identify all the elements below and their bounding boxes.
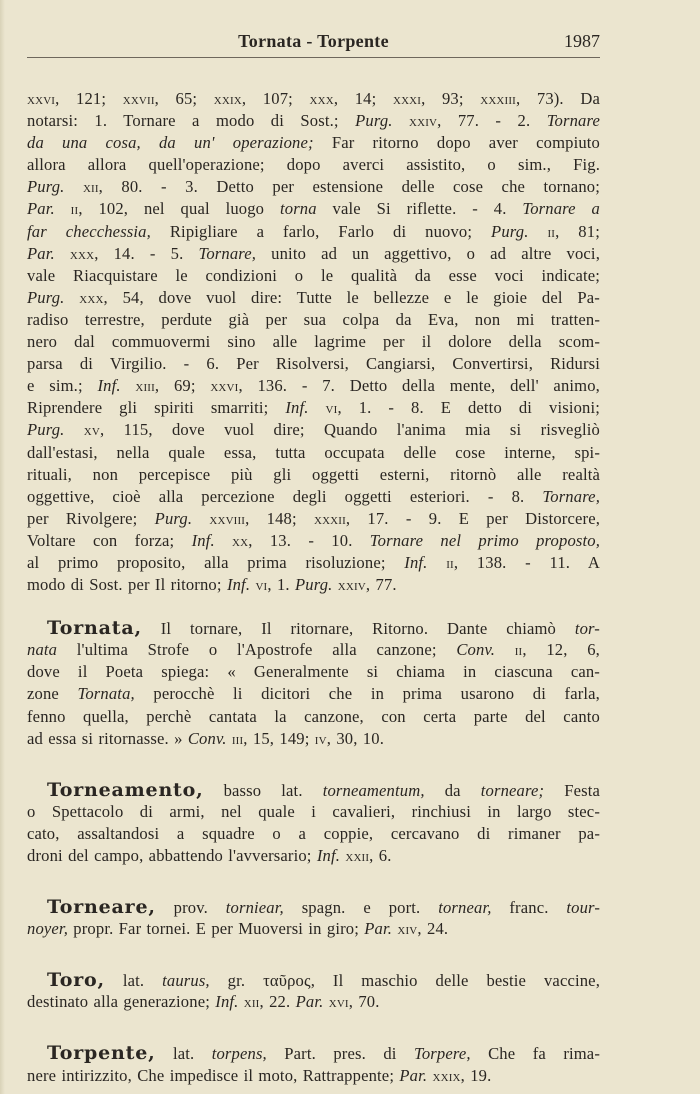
text-line xyxy=(27,617,600,639)
roman-numeral: xxviii xyxy=(209,510,246,528)
italic-text: torneamentum, xyxy=(322,780,425,800)
text-run: Festa xyxy=(544,780,600,800)
text-run: l'ultima Strofe o l'Apostrofe alla canzone; xyxy=(57,640,457,660)
text-run: dove il Poeta spiega: « Generalmente si chiama in ciascuna can- xyxy=(27,662,600,682)
roman-numeral: xxii xyxy=(345,848,370,865)
text-line xyxy=(27,176,600,198)
text-run: , 1. xyxy=(267,575,295,595)
text-run: , 14. - 5. xyxy=(94,243,199,263)
roman-numeral: xv xyxy=(83,422,100,440)
italic-text: Par. xyxy=(399,1065,428,1085)
entry-tornata xyxy=(27,617,600,750)
text-run xyxy=(121,376,136,395)
roman-numeral: xxiv xyxy=(337,577,366,595)
text-run: , 138. - 11. A xyxy=(453,552,600,572)
text-run: per Rivolgere; xyxy=(27,508,155,528)
text-run: rituali, non percepisce più gli oggetti esterni, ritornò alle realtà xyxy=(27,464,600,484)
running-header xyxy=(27,29,600,58)
text-run: notarsi: 1. Tornare a modo di Sost.; xyxy=(27,111,356,131)
roman-numeral: iii xyxy=(231,730,244,748)
text-run: franc. xyxy=(491,898,567,918)
text-line xyxy=(27,110,600,132)
italic-text: far checchessia, xyxy=(27,221,151,241)
roman-numeral: xxxii xyxy=(313,510,346,528)
text-run: dall'estasi, nella quale essa, tutta occupata delle cose interne, spi- xyxy=(27,442,600,462)
italic-text: Tornata, xyxy=(77,684,135,704)
text-run: lat. xyxy=(155,1044,212,1064)
italic-text: Tornare nel primo proposto, xyxy=(369,530,600,550)
text-run: Il tornare, Il ritornare, Ritorno. Dante chiamò xyxy=(141,619,575,639)
text-run: , 54, dove vuol dire: Tutte le bellezze e le gioie del Pa- xyxy=(103,287,600,307)
roman-numeral: xxxiii xyxy=(480,91,516,108)
text-run: , 22. xyxy=(259,992,296,1012)
roman-numeral: xxix xyxy=(213,91,242,108)
entry-toro xyxy=(27,969,600,1013)
text-run: , 81; xyxy=(555,221,600,241)
text-run xyxy=(309,398,326,417)
text-line xyxy=(27,823,600,845)
italic-text: Inf. xyxy=(285,398,309,418)
text-line xyxy=(27,353,600,375)
roman-numeral: iv xyxy=(314,730,327,748)
italic-text: torneare; xyxy=(480,780,545,800)
italic-text: da una cosa, da un' operazione; xyxy=(27,133,314,153)
roman-numeral: xii xyxy=(82,179,99,197)
text-run: propr. Far tornei. E per Muoversi in giro; xyxy=(68,919,365,939)
text-run: da xyxy=(424,780,481,800)
roman-numeral: xxxi xyxy=(392,91,422,108)
text-run: zone xyxy=(27,684,78,704)
text-run xyxy=(64,177,82,196)
italic-text: torna xyxy=(279,199,317,219)
page-number: 1987 xyxy=(564,31,600,51)
italic-text: Inf. xyxy=(404,552,428,572)
roman-numeral: xii xyxy=(243,994,260,1012)
text-line xyxy=(27,661,600,683)
italic-text: Torpere, xyxy=(413,1044,471,1064)
text-run: parsa di Virgilio. - 6. Per Risolversi, Cangiarsi, Convertirsi, Ridursi xyxy=(27,354,600,374)
text-run: , 121; xyxy=(55,89,123,108)
dictionary-body xyxy=(27,88,600,1087)
italic-text: tour- xyxy=(566,898,600,918)
text-run: , 70. xyxy=(348,992,380,1012)
text-line xyxy=(27,243,600,265)
text-line xyxy=(27,464,600,486)
text-line xyxy=(27,287,600,309)
italic-text: nata xyxy=(27,640,58,660)
roman-numeral: xxx xyxy=(79,289,104,307)
italic-text: Par. xyxy=(27,199,55,219)
text-line xyxy=(27,132,600,154)
italic-text: Inf. xyxy=(97,376,121,396)
roman-numeral: xxvi xyxy=(210,378,239,396)
text-line xyxy=(27,154,600,176)
text-run: , 24. xyxy=(417,919,449,939)
text-run xyxy=(64,288,79,307)
roman-numeral: xxvi xyxy=(27,91,56,108)
text-run xyxy=(215,531,232,550)
text-line xyxy=(27,442,600,464)
italic-text: Purg. xyxy=(27,177,65,197)
text-run: e sim.; xyxy=(27,376,98,396)
text-line xyxy=(27,1042,600,1064)
text-run xyxy=(55,199,71,218)
text-run: nere intirizzito, Che impedisce il moto, Rattrappente; xyxy=(27,1065,400,1085)
italic-text: Tornare xyxy=(546,111,600,131)
text-run: , 93; xyxy=(421,89,481,108)
headword: Torneamento, xyxy=(47,778,204,801)
text-run: , 12, 6, xyxy=(522,640,600,660)
roman-numeral: xxiv xyxy=(409,113,438,131)
italic-text: Tornare, xyxy=(542,486,600,506)
roman-numeral: xiv xyxy=(397,921,418,939)
italic-text: Purg. xyxy=(295,575,333,595)
italic-text: Inf. xyxy=(226,575,251,595)
running-title: Tornata - Torpente xyxy=(238,31,389,51)
text-run: , 69; xyxy=(154,376,211,396)
entry-torneare xyxy=(27,896,600,940)
text-line xyxy=(27,508,600,530)
text-run xyxy=(393,111,409,130)
roman-numeral: xx xyxy=(232,532,249,550)
text-run: , 136. - 7. Detto della mente, dell' animo, xyxy=(238,376,600,396)
headword: Toro, xyxy=(47,969,105,992)
italic-text: Conv. xyxy=(187,728,227,748)
italic-text: Par. xyxy=(295,992,324,1012)
text-run xyxy=(192,509,209,528)
text-run: al primo proposito, alla prima risoluzione; xyxy=(27,552,405,572)
text-run: , 17. - 9. E per Distorcere, xyxy=(345,508,601,528)
text-line xyxy=(27,1065,600,1087)
text-line xyxy=(27,574,600,596)
italic-text: Purg. xyxy=(355,111,393,131)
text-line xyxy=(27,845,600,867)
text-line xyxy=(27,552,600,574)
text-line xyxy=(27,221,600,243)
text-run: oggettive, cioè alla percezione degli oggetti esteriori. - 8. xyxy=(27,486,543,506)
italic-text: torpens, xyxy=(211,1044,267,1064)
text-run: , 30, 10. xyxy=(326,728,384,748)
italic-text: Tornare, xyxy=(198,243,257,263)
text-line xyxy=(27,486,600,508)
text-line xyxy=(27,706,600,728)
text-run: vale Riacquistare le condizioni o le qualità da esse voci indicate; xyxy=(27,265,600,285)
roman-numeral: xxx xyxy=(69,245,95,263)
roman-numeral: ii xyxy=(70,201,79,219)
italic-text: Purg. xyxy=(491,221,529,241)
roman-numeral: xxx xyxy=(309,91,334,108)
italic-text: Inf. xyxy=(316,846,341,865)
text-run: , 6. xyxy=(369,846,392,865)
roman-numeral: vi xyxy=(325,400,338,418)
text-line xyxy=(27,375,600,397)
entry-continuation xyxy=(27,88,600,596)
text-line xyxy=(27,918,600,940)
roman-numeral: xiii xyxy=(135,378,155,396)
text-run: , 115, dove vuol dire; Quando l'anima mia si risvegliò xyxy=(100,420,600,440)
roman-numeral: xvi xyxy=(328,994,349,1012)
text-run: allora allora quell'operazione; dopo averci assistito, o sim., Fig. xyxy=(27,155,600,175)
text-run xyxy=(427,553,446,572)
text-run: Che fa rima- xyxy=(470,1044,601,1064)
italic-text: Inf. xyxy=(191,530,215,550)
text-run: vale Si riflette. - 4. xyxy=(316,199,523,219)
text-line xyxy=(27,198,600,220)
text-run: droni del campo, abbattendo l'avversario; xyxy=(27,846,317,865)
italic-text: Inf. xyxy=(215,992,239,1012)
text-run: , 13. - 10. xyxy=(248,530,370,550)
text-run: , 19. xyxy=(460,1065,492,1085)
text-line xyxy=(27,779,600,801)
text-run xyxy=(55,244,70,263)
italic-text: torniear, xyxy=(225,898,284,918)
text-run: cato, assaltandosi a squadre o a coppie, cercavano di rimaner pa- xyxy=(27,823,600,843)
text-line xyxy=(27,88,600,110)
text-run: fenno quella, perchè cantata la canzone, con certa parte del canto xyxy=(27,706,600,726)
italic-text: Par. xyxy=(364,919,393,939)
text-run: , 1. - 8. E detto di visioni; xyxy=(337,398,600,418)
text-run: Part. pres. di xyxy=(266,1044,414,1064)
text-run: basso lat. xyxy=(203,780,323,800)
roman-numeral: ii xyxy=(547,223,556,241)
page-edge-shadow xyxy=(0,0,5,1094)
text-run: , 77. - 2. xyxy=(437,111,547,131)
text-run: , 107; xyxy=(241,89,310,108)
text-line xyxy=(27,419,600,441)
italic-text: noyer, xyxy=(27,919,68,939)
text-line xyxy=(27,331,600,353)
text-run: ad essa si ritornasse. » xyxy=(27,728,188,748)
text-run: perocchè li dicitori che in prima usarono di farla, xyxy=(134,684,600,704)
roman-numeral: vi xyxy=(255,577,268,595)
italic-text: Purg. xyxy=(27,420,65,440)
text-run: , 148; xyxy=(245,508,314,528)
text-run xyxy=(529,222,548,241)
text-run xyxy=(64,420,83,439)
text-run: gr. ταῦρος, Il maschio delle bestie vaccine, xyxy=(209,971,600,991)
text-run: lat. xyxy=(104,971,163,991)
headword: Torneare, xyxy=(47,896,156,919)
text-line xyxy=(27,683,600,705)
italic-text: tor- xyxy=(574,619,600,639)
text-run xyxy=(495,640,515,659)
text-line xyxy=(27,265,600,287)
italic-text: tornear, xyxy=(438,898,492,918)
text-run: Riprendere gli spiriti smarriti; xyxy=(27,398,286,418)
roman-numeral: ii xyxy=(446,554,454,572)
text-line xyxy=(27,639,600,661)
text-run: Far ritorno dopo aver compiuto xyxy=(313,133,600,153)
text-run: , 80. - 3. Detto per estensione delle cose che tornano; xyxy=(98,177,600,197)
italic-text: Purg. xyxy=(154,508,193,528)
text-line xyxy=(27,530,600,552)
text-run: , 102, nel qual luogo xyxy=(78,199,280,219)
text-run: , 65; xyxy=(154,89,214,108)
italic-text: Conv. xyxy=(456,640,496,660)
text-run: unito ad un aggettivo, o ad altre voci, xyxy=(256,243,600,263)
roman-numeral: xxix xyxy=(432,1067,461,1085)
entry-torneamento xyxy=(27,779,600,867)
italic-text: Purg. xyxy=(27,287,65,307)
roman-numeral: xxvii xyxy=(122,91,155,108)
text-line xyxy=(27,991,600,1013)
roman-numeral: ii xyxy=(514,642,523,660)
text-line xyxy=(27,728,600,750)
italic-text: taurus, xyxy=(162,971,210,991)
text-run: radiso terrestre, perdute già per sua colpa da Eva, non mi tratten- xyxy=(27,309,600,329)
text-run: spagn. e port. xyxy=(283,898,439,918)
text-run: destinato alla generazione; xyxy=(27,992,216,1012)
text-run: modo di Sost. per Il ritorno; xyxy=(27,575,227,595)
text-run: o Spettacolo di armi, nel quale i cavalieri, rinchiusi in largo stec- xyxy=(27,801,600,821)
italic-text: Tornare a xyxy=(522,199,600,219)
text-run: prov. xyxy=(155,898,226,918)
headword: Torpente, xyxy=(47,1042,156,1065)
text-line xyxy=(27,397,600,419)
text-run: Ripigliare a farlo, Farlo di nuovo; xyxy=(150,221,492,241)
text-line xyxy=(27,309,600,331)
text-line xyxy=(27,969,600,991)
text-run: , 15, 149; xyxy=(243,728,315,748)
text-run: nero dal commuovermi sino alle lagrime per il dolore della scom- xyxy=(27,332,600,352)
text-line xyxy=(27,801,600,823)
entry-torpente xyxy=(27,1042,600,1086)
text-run: Voltare con forza; xyxy=(27,530,192,550)
text-run: , 14; xyxy=(333,89,393,108)
text-run: , 77. xyxy=(365,575,397,595)
headword: Tornata, xyxy=(47,617,142,640)
text-run: , 73). Da xyxy=(515,89,600,108)
italic-text: Par. xyxy=(27,243,55,263)
text-line xyxy=(27,896,600,918)
